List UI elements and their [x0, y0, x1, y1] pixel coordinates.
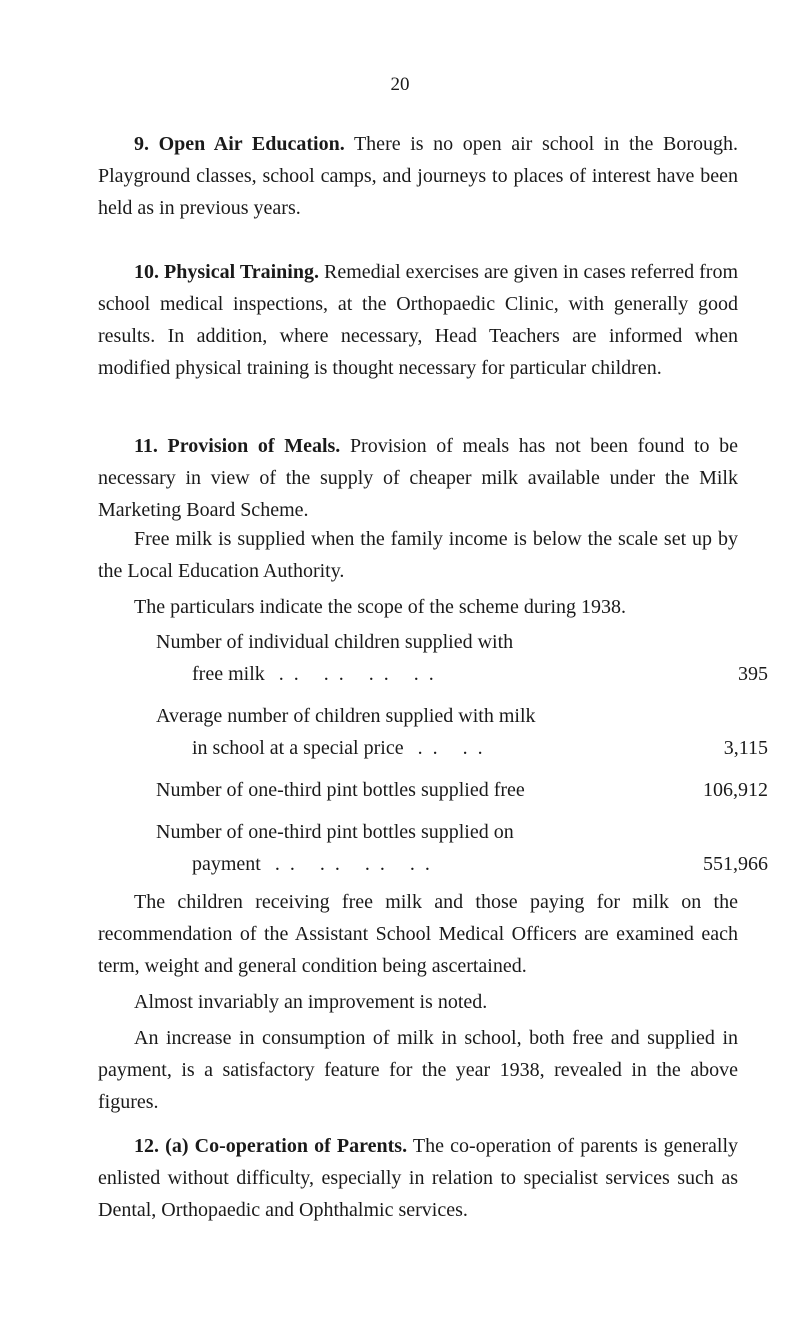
section-text: Remedial exercises are given in cases referred from school medical inspections, at the Orthopaedic Clinic, with generally good results. In addition, where necessary, Head Teachers are informed when modified physical training is thought necessary for particular children.: [98, 261, 738, 379]
section-provision-of-meals: [98, 430, 738, 526]
section-heading: 12. (a) Co-operation of Parents.: [134, 1135, 408, 1157]
section-cooperation-of-parents: [98, 1130, 738, 1226]
row-label-continued: in school at a special price: [192, 737, 404, 759]
section-physical-training: [98, 256, 738, 384]
row-label-continued: free milk: [192, 663, 265, 685]
row-label: Number of one-third pint bottles supplied free: [156, 779, 525, 801]
paragraph: An increase in consumption of milk in school, both free and supplied in payment, is a satisfactory feature for the year 1938, revealed in the above figures.: [98, 1027, 738, 1113]
dot-leaders: .. .. .. ..: [278, 663, 444, 685]
row-label: Average number of children supplied with milk: [156, 705, 536, 727]
section-text: The co-operation of parents is generally enlisted without difficulty, especially in relation to specialist services such as Dental, Orthopaedic and Ophthalmic services.: [98, 1135, 738, 1221]
row-value: 3,115: [723, 737, 768, 759]
section-heading: 10. Physical Training.: [134, 261, 319, 283]
dot-leaders: .. ..: [417, 737, 493, 759]
milk-statistics-table: [156, 626, 768, 890]
table-row: [156, 774, 768, 806]
page-number: 20: [390, 74, 410, 95]
row-label: Number of one-third pint bottles supplied on: [156, 821, 514, 843]
table-row: [156, 626, 768, 690]
section-text: Provision of meals has not been found to be necessary in view of the supply of cheaper milk available under the Milk Marketing Board Scheme.: [98, 435, 739, 521]
dot-leaders: .. .. .. ..: [274, 853, 440, 875]
section-text: There is no open air school in the Borough. Playground classes, school camps, and journeys to places of interest have been held as in previous years.: [98, 133, 738, 219]
section-heading: 11. Provision of Meals.: [134, 435, 341, 457]
section-heading: 9. Open Air Education.: [134, 133, 345, 155]
paragraph: The children receiving free milk and those paying for milk on the recommendation of the Assistant School Medical Officers are examined each term, weight and general condition being ascertained.: [98, 891, 738, 977]
table-row: [156, 816, 768, 880]
section-open-air: [98, 128, 738, 224]
paragraph: Almost invariably an improvement is noted.: [134, 991, 488, 1013]
table-row: [156, 700, 768, 764]
row-value: 551,966: [703, 853, 768, 875]
row-label: Number of individual children supplied with: [156, 631, 514, 653]
row-label-continued: payment: [192, 853, 261, 875]
row-value: 106,912: [703, 779, 768, 801]
paragraph: The particulars indicate the scope of the scheme during 1938.: [134, 596, 627, 618]
paragraph: Free milk is supplied when the family income is below the scale set up by the Local Education Authority.: [98, 528, 738, 582]
row-value: 395: [738, 663, 768, 685]
